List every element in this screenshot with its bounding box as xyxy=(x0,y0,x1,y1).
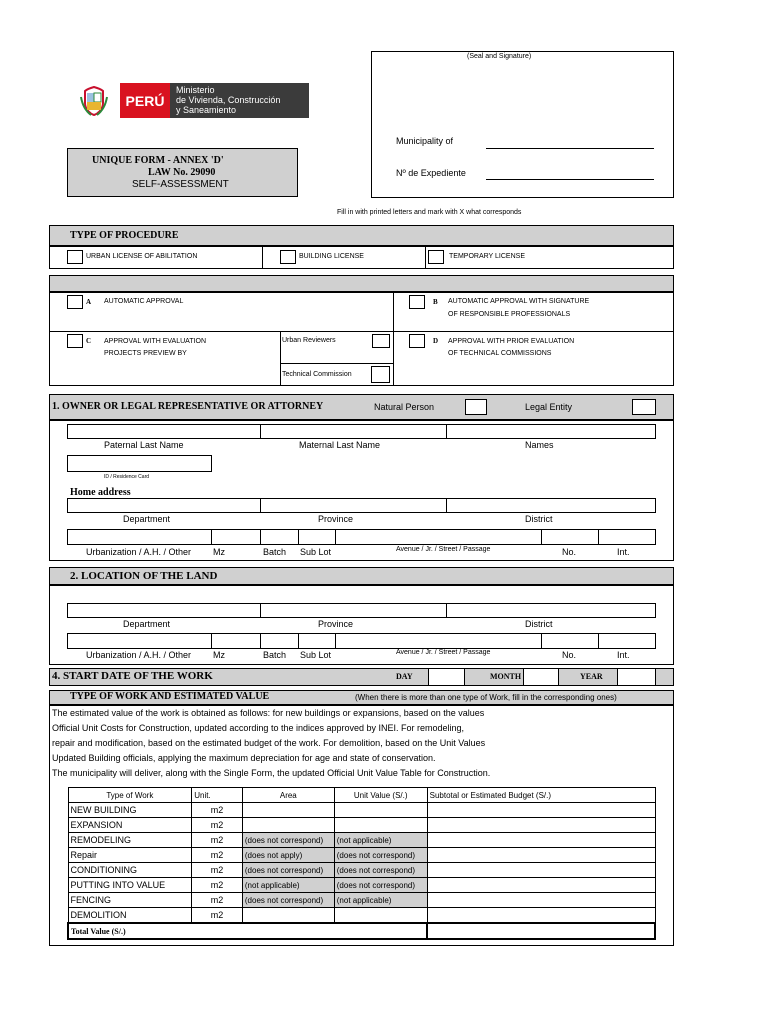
paternal-label: Paternal Last Name xyxy=(104,440,184,450)
modality-a-label: AUTOMATIC APPROVAL xyxy=(104,298,184,305)
table-row xyxy=(68,803,655,818)
modalities-header xyxy=(49,275,674,292)
municipality-field[interactable] xyxy=(486,148,654,149)
owner-mz-label: Mz xyxy=(213,547,225,557)
month-field[interactable] xyxy=(523,668,559,686)
technical-commission-label: Technical Commission xyxy=(282,371,352,378)
work-para-1: The estimated value of the work is obtained as follows: for new buildings or expansions, based on the values xyxy=(52,708,485,718)
work-table xyxy=(67,787,656,940)
urban-license-checkbox[interactable] xyxy=(67,250,83,264)
row-unit: m2 xyxy=(192,893,243,908)
row-subtotal[interactable] xyxy=(427,833,655,848)
owner-department-label: Department xyxy=(123,514,171,524)
owner-district-label: District xyxy=(525,514,553,524)
row-value: (not applicable) xyxy=(334,833,427,848)
total-value[interactable] xyxy=(427,923,655,939)
logo-country: PERÚ xyxy=(125,92,165,109)
location-no-label: No. xyxy=(562,650,577,660)
modality-d-line-2: OF TECHNICAL COMMISSIONS xyxy=(448,350,552,357)
row-area[interactable] xyxy=(242,818,334,833)
form-title-line-2: LAW No. 29090 xyxy=(148,167,216,178)
row-value[interactable] xyxy=(334,818,427,833)
modality-b-line-1: AUTOMATIC APPROVAL WITH SIGNATURE xyxy=(448,298,590,305)
location-urbanization-label: Urbanization / A.H. / Other xyxy=(86,650,192,660)
row-value[interactable] xyxy=(334,908,427,924)
year-label: YEAR xyxy=(580,672,603,681)
location-street-field[interactable] xyxy=(67,633,656,649)
modality-c-line-2: PROJECTS PREVIEW BY xyxy=(104,350,187,357)
row-unit: m2 xyxy=(192,908,243,924)
owner-no-label: No. xyxy=(562,547,577,557)
building-license-checkbox[interactable] xyxy=(280,250,296,264)
row-subtotal[interactable] xyxy=(427,848,655,863)
row-type: REMODELING xyxy=(68,833,192,848)
ministry-logo-badge xyxy=(170,83,309,118)
header-area: Area xyxy=(242,788,334,803)
modality-b-checkbox[interactable] xyxy=(409,295,425,309)
seal-label: (Seal and Signature) xyxy=(467,53,532,60)
natural-person-label: Natural Person xyxy=(374,402,435,412)
location-title: 2. LOCATION OF THE LAND xyxy=(70,570,218,582)
owner-street-field[interactable] xyxy=(67,529,656,545)
work-para-2: Official Unit Costs for Construction, updated according to the indices approved by INEI. For remodeling, xyxy=(52,723,465,733)
peru-logo-badge xyxy=(120,83,170,118)
owner-sublot-label: Sub Lot xyxy=(300,547,332,557)
location-sublot-label: Sub Lot xyxy=(300,650,332,660)
row-unit: m2 xyxy=(192,803,243,818)
owner-int-label: Int. xyxy=(617,547,630,557)
day-label: DAY xyxy=(396,672,413,681)
work-para-3: repair and modification, based on the estimated budget of the work. For demolition, based on the Unit Values xyxy=(52,738,486,748)
urban-reviewers-checkbox[interactable] xyxy=(372,334,390,348)
row-area: (does not correspond) xyxy=(242,863,334,878)
row-unit: m2 xyxy=(192,833,243,848)
start-date-title: 4. START DATE OF THE WORK xyxy=(52,670,213,682)
modality-d-letter: D xyxy=(433,337,439,345)
instructions-text: Fill in with printed letters and mark with X what corresponds xyxy=(337,209,522,216)
id-field[interactable] xyxy=(67,455,212,472)
row-unit: m2 xyxy=(192,878,243,893)
table-row xyxy=(68,848,655,863)
legal-entity-label: Legal Entity xyxy=(525,402,573,412)
row-type: NEW BUILDING xyxy=(68,803,192,818)
row-value: (not applicable) xyxy=(334,893,427,908)
modality-a-checkbox[interactable] xyxy=(67,295,83,309)
work-para-5: The municipality will deliver, along with the Single Form, the updated Official Unit Value Table for Construction. xyxy=(52,768,491,778)
row-area: (not applicable) xyxy=(242,878,334,893)
location-batch-label: Batch xyxy=(263,650,287,660)
row-value: (does not correspond) xyxy=(334,848,427,863)
row-unit: m2 xyxy=(192,818,243,833)
owner-region-field[interactable] xyxy=(67,498,656,513)
total-row xyxy=(68,923,655,939)
owner-title: 1. OWNER OR LEGAL REPRESENTATIVE OR ATTORNEY xyxy=(52,401,324,412)
total-label: Total Value (S/.) xyxy=(68,923,427,939)
row-subtotal[interactable] xyxy=(427,803,655,818)
table-row xyxy=(68,863,655,878)
row-value: (does not correspond) xyxy=(334,878,427,893)
modality-c-line-1: APPROVAL WITH EVALUATION xyxy=(104,338,207,345)
home-address-label: Home address xyxy=(70,487,131,498)
modality-c-letter: C xyxy=(86,337,92,345)
location-avenue-label: Avenue / Jr. / Street / Passage xyxy=(396,649,491,656)
modality-d-checkbox[interactable] xyxy=(409,334,425,348)
names-label: Names xyxy=(525,440,554,450)
table-row xyxy=(68,818,655,833)
header-unit-value: Unit Value (S/.) xyxy=(334,788,427,803)
day-field[interactable] xyxy=(428,668,465,686)
ministry-line-2: de Vivienda, Construcción xyxy=(176,95,281,105)
row-type: EXPANSION xyxy=(68,818,192,833)
row-area: (does not correspond) xyxy=(242,833,334,848)
row-unit: m2 xyxy=(192,848,243,863)
owner-urbanization-label: Urbanization / A.H. / Other xyxy=(86,547,192,557)
row-area[interactable] xyxy=(242,908,334,924)
header-type: Type of Work xyxy=(68,788,192,803)
temporary-license-checkbox[interactable] xyxy=(428,250,444,264)
row-subtotal[interactable] xyxy=(427,893,655,908)
row-subtotal[interactable] xyxy=(427,818,655,833)
row-value: (does not correspond) xyxy=(334,863,427,878)
modality-d-line-1: APPROVAL WITH PRIOR EVALUATION xyxy=(448,338,575,345)
row-unit: m2 xyxy=(192,863,243,878)
urban-license-label: URBAN LICENSE OF ABILITATION xyxy=(86,253,198,260)
row-value[interactable] xyxy=(334,803,427,818)
year-field[interactable] xyxy=(617,668,656,686)
row-type: FENCING xyxy=(68,893,192,908)
work-table-header xyxy=(68,788,655,803)
row-type: DEMOLITION xyxy=(68,908,192,924)
header-unit: Unit. xyxy=(192,788,243,803)
owner-avenue-label: Avenue / Jr. / Street / Passage xyxy=(396,546,491,553)
work-note: (When there is more than one type of Work, fill in the corresponding ones) xyxy=(355,693,617,702)
modality-c-checkbox[interactable] xyxy=(67,334,83,348)
maternal-label: Maternal Last Name xyxy=(299,440,381,450)
row-subtotal[interactable] xyxy=(427,908,655,924)
table-row xyxy=(68,878,655,893)
location-province-label: Province xyxy=(318,619,354,629)
row-area: (does not apply) xyxy=(242,848,334,863)
table-row xyxy=(68,893,655,908)
building-license-label: BUILDING LICENSE xyxy=(299,253,364,260)
expediente-label: Nº de Expediente xyxy=(396,168,466,178)
legal-entity-checkbox[interactable] xyxy=(632,399,656,415)
row-type: Repair xyxy=(68,848,192,863)
expediente-field[interactable] xyxy=(486,179,654,180)
urban-reviewers-label: Urban Reviewers xyxy=(282,337,336,344)
ministry-line-1: Ministerio xyxy=(176,85,215,95)
header-subtotal: Subtotal or Estimated Budget (S/.) xyxy=(427,788,655,803)
technical-commission-checkbox[interactable] xyxy=(371,366,390,383)
row-type: PUTTING INTO VALUE xyxy=(68,878,192,893)
modality-b-letter: B xyxy=(433,298,438,306)
id-label: ID / Residence Card xyxy=(104,474,150,480)
month-label: MONTH xyxy=(490,672,522,681)
ministry-line-3: y Saneamiento xyxy=(176,105,237,115)
form-title-line-1: UNIQUE FORM - ANNEX 'D' xyxy=(92,155,224,166)
owner-batch-label: Batch xyxy=(263,547,287,557)
table-row xyxy=(68,833,655,848)
table-row xyxy=(68,908,655,924)
form-title-line-3: SELF-ASSESSMENT xyxy=(132,179,229,190)
procedure-title: TYPE OF PROCEDURE xyxy=(70,230,179,241)
municipality-label: Municipality of xyxy=(396,136,454,146)
natural-person-checkbox[interactable] xyxy=(465,399,487,415)
location-district-label: District xyxy=(525,619,553,629)
location-region-field[interactable] xyxy=(67,603,656,618)
work-title: TYPE OF WORK AND ESTIMATED VALUE xyxy=(70,691,270,702)
row-area[interactable] xyxy=(242,803,334,818)
work-para-4: Updated Building officials, applying the maximum depreciation for age and state of conservation. xyxy=(52,753,436,763)
peru-coat-of-arms-icon xyxy=(79,85,109,117)
modality-a-letter: A xyxy=(86,298,92,306)
modality-b-line-2: OF RESPONSIBLE PROFESSIONALS xyxy=(448,311,571,318)
row-type: CONDITIONING xyxy=(68,863,192,878)
row-subtotal[interactable] xyxy=(427,878,655,893)
owner-names-field[interactable] xyxy=(67,424,656,439)
location-mz-label: Mz xyxy=(213,650,225,660)
temporary-license-label: TEMPORARY LICENSE xyxy=(449,253,525,260)
location-department-label: Department xyxy=(123,619,171,629)
row-subtotal[interactable] xyxy=(427,863,655,878)
location-int-label: Int. xyxy=(617,650,630,660)
row-area: (does not correspond) xyxy=(242,893,334,908)
owner-province-label: Province xyxy=(318,514,354,524)
